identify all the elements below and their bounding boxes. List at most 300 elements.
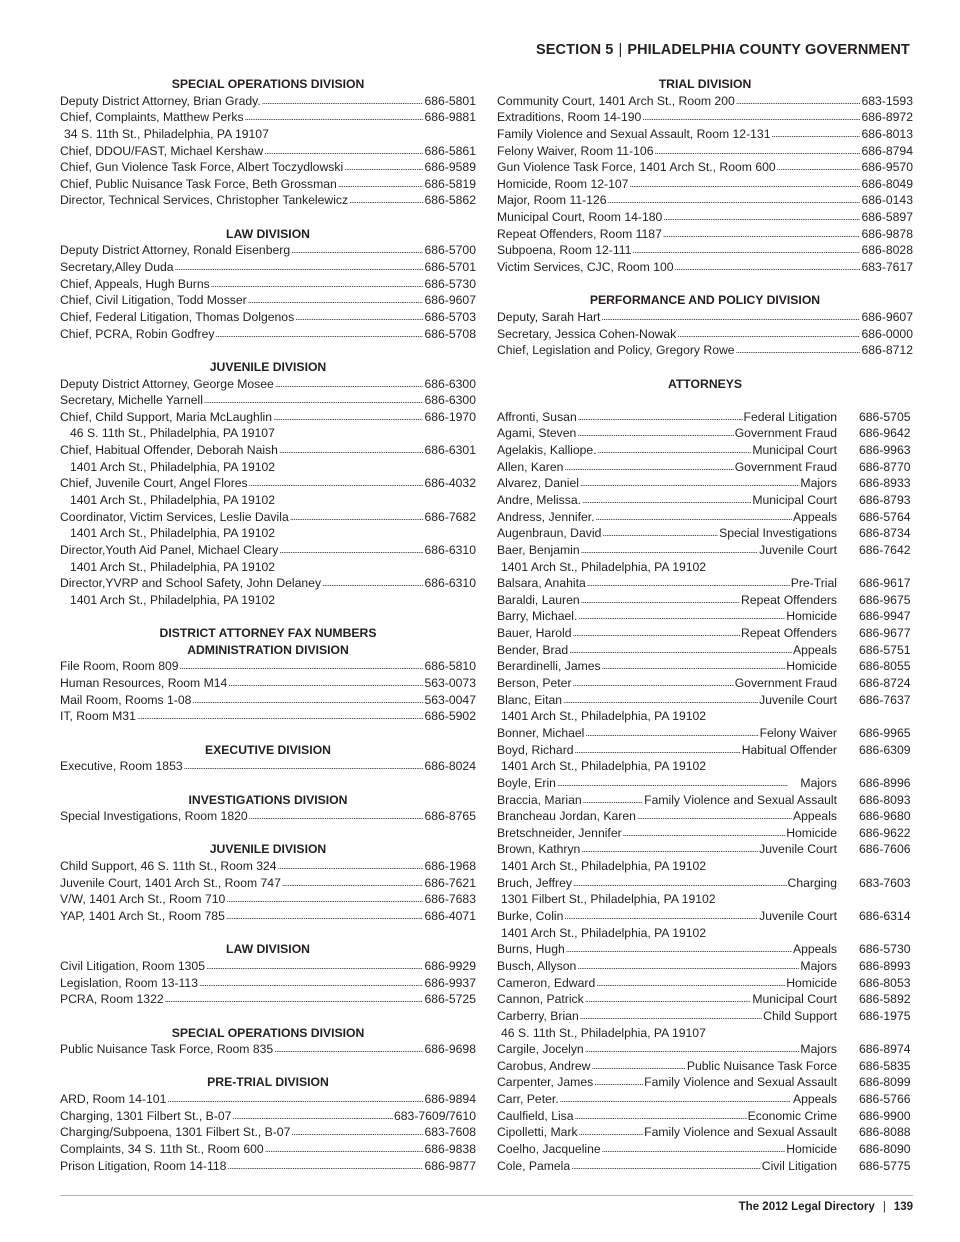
leader-dots bbox=[579, 1124, 644, 1141]
leader-dots bbox=[585, 725, 758, 742]
entry-label: File Room, Room 809 bbox=[60, 659, 179, 674]
section-title: LAW DIVISION bbox=[226, 942, 310, 957]
leader-dots bbox=[278, 858, 424, 875]
attorney-row bbox=[497, 875, 913, 892]
attorney-row bbox=[497, 509, 913, 526]
attorney-name-unit bbox=[497, 808, 837, 825]
section-title: TRIAL DIVISION bbox=[658, 77, 752, 91]
attorney-unit: Civil Litigation bbox=[761, 1158, 837, 1173]
entry-label: Extraditions, Room 14-190 bbox=[497, 110, 642, 125]
publication-title: The 2012 Legal Directory bbox=[738, 1201, 875, 1213]
attorney-unit: Child Support bbox=[763, 1008, 837, 1023]
leader-dots bbox=[573, 875, 787, 892]
attorney-name: Brancheau Jordan, Karen bbox=[497, 809, 636, 824]
directory-section bbox=[60, 226, 476, 342]
right-column bbox=[497, 76, 913, 1191]
entry-phone: 686-9607 bbox=[424, 293, 476, 308]
leader-dots bbox=[215, 326, 423, 343]
entry-label: Secretary, Michelle Yarnell bbox=[60, 393, 203, 408]
entry-phone: 686-9929 bbox=[424, 958, 476, 973]
leader-dots bbox=[587, 575, 790, 592]
attorney-name: Andress, Jennifer. bbox=[497, 509, 595, 524]
section-title: ATTORNEYS bbox=[667, 376, 743, 391]
leader-dots bbox=[575, 1108, 747, 1125]
leader-dots bbox=[563, 692, 758, 709]
entry-label: Chief, Gun Violence Task Force, Albert Toczydlowski bbox=[60, 160, 344, 175]
leader-dots bbox=[654, 143, 860, 160]
attorney-name: Coelho, Jacqueline bbox=[497, 1141, 601, 1156]
entry-label: Homicide, Room 12-107 bbox=[497, 176, 629, 191]
entry-label: Complaints, 34 S. 11th St., Room 600 bbox=[60, 1141, 264, 1156]
entry-phone: 686-5819 bbox=[424, 176, 476, 191]
leader-dots bbox=[602, 1141, 786, 1158]
attorney-name: Agelakis, Kalliope. bbox=[497, 443, 597, 458]
leader-dots bbox=[580, 1008, 762, 1025]
leader-dots bbox=[608, 192, 861, 209]
attorney-name-unit bbox=[497, 1058, 837, 1075]
footer-rule bbox=[60, 1195, 913, 1196]
directory-section bbox=[60, 1074, 476, 1174]
directory-entry bbox=[497, 176, 913, 193]
attorney-row bbox=[497, 692, 913, 709]
leader-dots bbox=[585, 1041, 800, 1058]
entry-phone: 686-6310 bbox=[424, 542, 476, 557]
attorney-row bbox=[497, 575, 913, 592]
attorney-name: Cole, Pamela bbox=[497, 1158, 571, 1173]
leader-dots bbox=[566, 941, 792, 958]
attorney-row bbox=[497, 1091, 913, 1108]
leader-dots bbox=[137, 708, 424, 725]
directory-entry bbox=[60, 658, 476, 675]
attorney-name-unit bbox=[497, 608, 837, 625]
entry-phone: 686-1968 bbox=[424, 859, 476, 874]
directory-entry bbox=[497, 192, 913, 209]
leader-dots bbox=[557, 775, 799, 792]
attorney-name-unit bbox=[497, 1041, 837, 1058]
entry-label: YAP, 1401 Arch St., Room 785 bbox=[60, 909, 225, 924]
directory-entry bbox=[60, 276, 476, 293]
attorney-phone: 686-9622 bbox=[859, 825, 911, 840]
leader-dots bbox=[642, 109, 860, 126]
attorney-address: 1301 Filbert St., Philadelphia, PA 19102 bbox=[501, 892, 716, 907]
leader-dots bbox=[564, 908, 758, 925]
directory-entry bbox=[60, 692, 476, 709]
entry-label: Chief, Juvenile Court, Angel Flores bbox=[60, 476, 248, 491]
attorney-row bbox=[497, 642, 913, 659]
leader-dots bbox=[349, 192, 423, 209]
directory-entry bbox=[60, 542, 476, 559]
leader-dots bbox=[248, 292, 424, 309]
directory-entry bbox=[60, 1091, 476, 1108]
attorney-name-unit bbox=[497, 509, 837, 526]
entry-label: Deputy District Attorney, Brian Grady. bbox=[60, 93, 261, 108]
entry-label: Chief, Complaints, Matthew Perks bbox=[60, 110, 244, 125]
attorney-name: Barry, Michael. bbox=[497, 609, 578, 624]
attorney-phone: 686-9617 bbox=[859, 576, 911, 591]
attorney-name: Cannon, Patrick bbox=[497, 992, 584, 1007]
leader-dots bbox=[777, 159, 861, 176]
leader-dots bbox=[211, 276, 424, 293]
entry-address: 1401 Arch St., Philadelphia, PA 19102 bbox=[70, 559, 276, 574]
directory-entry bbox=[60, 1158, 476, 1175]
entry-label: Chief, Public Nuisance Task Force, Beth Grossman bbox=[60, 176, 337, 191]
attorney-unit: Municipal Court bbox=[752, 493, 837, 507]
entry-phone: 686-6301 bbox=[424, 443, 476, 458]
leader-dots bbox=[736, 93, 861, 110]
attorney-name: Blanc, Eitan bbox=[497, 692, 563, 707]
directory-entry bbox=[60, 93, 476, 110]
directory-entry bbox=[60, 708, 476, 725]
leader-dots bbox=[663, 209, 860, 226]
attorney-address: 1401 Arch St., Philadelphia, PA 19102 bbox=[501, 925, 707, 940]
attorney-name-unit bbox=[497, 409, 837, 426]
attorney-name-unit bbox=[497, 775, 837, 792]
attorney-phone: 686-9680 bbox=[859, 809, 911, 824]
directory-entry bbox=[60, 958, 476, 975]
attorney-name-unit bbox=[497, 475, 837, 492]
entry-label: Subpoena, Room 12-111 bbox=[497, 243, 632, 258]
entry-label: Municipal Court, Room 14-180 bbox=[497, 210, 663, 225]
attorney-row bbox=[497, 542, 913, 559]
attorney-row bbox=[497, 1074, 913, 1091]
attorney-name-unit bbox=[497, 941, 837, 958]
directory-entry bbox=[497, 309, 913, 326]
leader-dots bbox=[569, 642, 792, 659]
leader-dots bbox=[274, 1041, 423, 1058]
leader-dots bbox=[245, 109, 424, 126]
leader-dots bbox=[577, 425, 733, 442]
attorney-row bbox=[497, 409, 913, 426]
attorney-unit: Juvenile Court bbox=[759, 909, 837, 924]
attorney-unit: Felony Waiver bbox=[759, 725, 837, 740]
attorney-row bbox=[497, 1124, 913, 1141]
leader-dots bbox=[226, 908, 424, 925]
section-title: JUVENILE DIVISION bbox=[209, 359, 327, 374]
entry-phone: 686-7682 bbox=[424, 509, 476, 524]
attorney-row bbox=[497, 975, 913, 992]
entry-label: Mail Room, Rooms 1-08 bbox=[60, 692, 192, 707]
entry-label: Secretary, Jessica Cohen-Nowak bbox=[497, 326, 677, 341]
attorney-name-unit bbox=[497, 459, 837, 476]
attorney-unit: Homicide bbox=[786, 1141, 837, 1156]
entry-phone: 683-1593 bbox=[861, 93, 913, 108]
attorney-phone: 686-5892 bbox=[859, 992, 911, 1007]
directory-entry bbox=[60, 192, 476, 209]
attorney-name-unit bbox=[497, 1074, 837, 1091]
directory-entry bbox=[60, 1108, 476, 1125]
entry-phone: 686-6310 bbox=[424, 576, 476, 591]
entry-phone: 686-9878 bbox=[861, 226, 913, 241]
leader-dots bbox=[273, 409, 423, 426]
attorney-address: 46 S. 11th St., Philadelphia, PA 19107 bbox=[501, 1025, 706, 1040]
directory-entry bbox=[497, 126, 913, 143]
attorney-name-unit bbox=[497, 908, 837, 925]
entry-label: Public Nuisance Task Force, Room 835 bbox=[60, 1042, 274, 1057]
entry-label: Felony Waiver, Room 11-106 bbox=[497, 143, 654, 158]
leader-dots bbox=[578, 409, 743, 426]
leader-dots bbox=[594, 1074, 643, 1091]
leader-dots bbox=[344, 159, 423, 176]
leader-dots bbox=[227, 1158, 423, 1175]
attorney-unit: Government Fraud bbox=[734, 676, 837, 691]
attorney-phone: 686-8996 bbox=[859, 775, 911, 790]
attorney-name-unit bbox=[497, 1008, 837, 1025]
attorney-row bbox=[497, 625, 913, 642]
section-title: PHILADELPHIA COUNTY GOVERNMENT bbox=[627, 42, 910, 58]
entry-label: Secretary,Alley Duda bbox=[60, 260, 174, 275]
attorney-phone: 686-5764 bbox=[859, 509, 911, 524]
entry-label: Director,Youth Aid Panel, Michael Cleary bbox=[60, 542, 279, 557]
directory-entry bbox=[60, 326, 476, 343]
attorney-phone: 686-8088 bbox=[859, 1125, 911, 1140]
leader-dots bbox=[175, 259, 424, 276]
leader-dots bbox=[583, 792, 643, 809]
attorney-phone: 686-5705 bbox=[859, 409, 911, 424]
leader-dots bbox=[226, 891, 423, 908]
attorney-name: Bonner, Michael bbox=[497, 725, 585, 740]
attorney-row bbox=[497, 1108, 913, 1125]
attorney-name-unit bbox=[497, 425, 837, 442]
entry-phone: 686-5701 bbox=[424, 260, 476, 275]
attorney-row bbox=[497, 792, 913, 809]
directory-section bbox=[60, 742, 476, 775]
attorney-phone: 686-7642 bbox=[859, 542, 911, 557]
attorney-name: Affronti, Susan bbox=[497, 409, 577, 424]
attorney-phone: 686-8770 bbox=[859, 459, 911, 474]
attorney-row bbox=[497, 1141, 913, 1158]
leader-dots bbox=[275, 376, 424, 393]
attorney-phone: 686-7637 bbox=[859, 692, 911, 707]
entry-phone: 686-5897 bbox=[861, 210, 913, 225]
attorney-name-unit bbox=[497, 492, 837, 509]
entry-label: Gun Violence Task Force, 1401 Arch St., Room 600 bbox=[497, 160, 776, 175]
directory-entry bbox=[60, 575, 476, 592]
directory-entry bbox=[60, 242, 476, 259]
attorney-phone: 686-8724 bbox=[859, 676, 911, 691]
leader-dots bbox=[199, 975, 424, 992]
attorney-name-unit bbox=[497, 1108, 837, 1125]
leader-dots bbox=[180, 658, 424, 675]
attorney-name: Carobus, Andrew bbox=[497, 1058, 591, 1073]
attorney-phone: 686-6314 bbox=[859, 909, 911, 924]
attorney-name: Agami, Steven bbox=[497, 426, 577, 441]
attorney-name: Carpenter, James bbox=[497, 1075, 594, 1090]
entry-label: Repeat Offenders, Room 1187 bbox=[497, 226, 662, 241]
leader-dots bbox=[629, 176, 860, 193]
directory-entry bbox=[497, 226, 913, 243]
leader-dots bbox=[581, 592, 740, 609]
directory-entry bbox=[60, 292, 476, 309]
directory-entry bbox=[60, 159, 476, 176]
leader-dots bbox=[677, 326, 860, 343]
attorney-row bbox=[497, 808, 913, 825]
entry-label: Chief, Child Support, Maria McLaughlin bbox=[60, 409, 273, 424]
leader-dots bbox=[564, 459, 733, 476]
attorney-unit: Municipal Court bbox=[752, 443, 837, 458]
attorney-name-unit bbox=[497, 725, 837, 742]
attorney-name: Allen, Karen bbox=[497, 459, 564, 474]
leader-dots bbox=[601, 309, 860, 326]
attorney-name-unit bbox=[497, 675, 837, 692]
attorney-name-unit bbox=[497, 525, 837, 542]
left-column bbox=[60, 76, 476, 1191]
entry-phone: 686-5801 bbox=[424, 93, 476, 108]
attorney-name: Cipolletti, Mark bbox=[497, 1125, 578, 1140]
attorney-name: Baer, Benjamin bbox=[497, 542, 580, 557]
attorney-row bbox=[497, 492, 913, 509]
entry-phone: 686-9838 bbox=[424, 1141, 476, 1156]
leader-dots bbox=[560, 1091, 792, 1108]
leader-dots bbox=[581, 841, 758, 858]
directory-entry bbox=[60, 442, 476, 459]
attorney-unit: Appeals bbox=[792, 809, 837, 824]
attorney-row bbox=[497, 725, 913, 742]
attorney-name: Bender, Brad bbox=[497, 642, 569, 657]
leader-dots bbox=[573, 625, 740, 642]
section-title: DISTRICT ATTORNEY FAX NUMBERS bbox=[159, 626, 377, 641]
leader-dots bbox=[602, 658, 786, 675]
leader-dots bbox=[291, 1124, 423, 1141]
leader-dots bbox=[577, 958, 799, 975]
attorney-row bbox=[497, 475, 913, 492]
leader-dots bbox=[637, 808, 792, 825]
attorney-row bbox=[497, 525, 913, 542]
attorney-phone: 686-7606 bbox=[859, 842, 911, 857]
directory-entry bbox=[60, 143, 476, 160]
attorney-unit: Appeals bbox=[792, 942, 837, 957]
entry-label: Chief, Appeals, Hugh Burns bbox=[60, 276, 210, 291]
attorney-phone: 686-8090 bbox=[859, 1141, 911, 1156]
section-title: PRE-TRIAL DIVISION bbox=[207, 1075, 329, 1090]
attorney-unit: Family Violence and Sexual Assault bbox=[644, 1125, 837, 1140]
attorney-phone: 686-9642 bbox=[859, 426, 911, 441]
attorney-unit: Repeat Offenders bbox=[741, 592, 837, 607]
attorney-name: Busch, Allyson bbox=[497, 958, 577, 973]
section-title: INVESTIGATIONS DIVISION bbox=[188, 792, 348, 807]
leader-dots bbox=[206, 958, 424, 975]
directory-entry bbox=[497, 143, 913, 160]
leader-dots bbox=[578, 608, 785, 625]
directory-entry bbox=[497, 259, 913, 276]
entry-label: Deputy District Attorney, George Mosee bbox=[60, 376, 274, 391]
attorney-unit: Habitual Offender bbox=[741, 742, 837, 757]
attorney-row bbox=[497, 459, 913, 476]
entry-address: 1401 Arch St., Philadelphia, PA 19102 bbox=[70, 493, 276, 508]
attorney-row bbox=[497, 1008, 913, 1025]
attorney-phone: 686-5835 bbox=[859, 1058, 911, 1073]
attorney-row bbox=[497, 675, 913, 692]
entry-phone: 686-8765 bbox=[424, 809, 476, 824]
attorney-row bbox=[497, 841, 913, 858]
entry-label: Chief, PCRA, Robin Godfrey bbox=[60, 326, 215, 341]
leader-dots bbox=[663, 226, 861, 243]
entry-phone: 686-8794 bbox=[861, 143, 913, 158]
entry-phone: 686-9937 bbox=[424, 975, 476, 990]
directory-section bbox=[60, 792, 476, 825]
entry-label: Deputy District Attorney, Ronald Eisenberg bbox=[60, 243, 291, 258]
entry-label: Deputy, Sarah Hart bbox=[497, 309, 601, 324]
entry-label: Coordinator, Victim Services, Leslie Davila bbox=[60, 509, 289, 524]
directory-entry bbox=[60, 1124, 476, 1141]
entry-phone: 686-9570 bbox=[861, 160, 913, 175]
attorney-unit: Juvenile Court bbox=[759, 542, 837, 557]
attorney-row bbox=[497, 658, 913, 675]
entry-label: Child Support, 46 S. 11th St., Room 324 bbox=[60, 859, 277, 874]
directory-section bbox=[60, 625, 476, 725]
directory-entry bbox=[60, 808, 476, 825]
directory-entry bbox=[497, 93, 913, 110]
entry-phone: 686-6300 bbox=[424, 393, 476, 408]
attorney-phone: 686-9675 bbox=[859, 592, 911, 607]
leader-dots bbox=[771, 126, 860, 143]
directory-entry bbox=[60, 409, 476, 426]
page-header bbox=[536, 42, 910, 64]
directory-entry bbox=[60, 908, 476, 925]
attorney-phone: 686-8974 bbox=[859, 1042, 911, 1057]
section-label: SECTION 5 bbox=[536, 42, 614, 58]
entry-phone: 686-9881 bbox=[424, 110, 476, 125]
attorney-phone: 683-7603 bbox=[859, 875, 911, 890]
entry-label: ARD, Room 14-101 bbox=[60, 1092, 167, 1107]
attorney-unit: Majors bbox=[800, 775, 837, 790]
entry-address: 34 S. 11th St., Philadelphia, PA 19107 bbox=[64, 126, 269, 141]
attorney-row bbox=[497, 991, 913, 1008]
attorney-name-unit bbox=[497, 592, 837, 609]
directory-entry bbox=[497, 159, 913, 176]
leader-dots bbox=[192, 692, 423, 709]
section-title: SPECIAL OPERATIONS DIVISION bbox=[171, 77, 365, 91]
attorney-unit: Pre-Trial bbox=[790, 576, 837, 591]
directory-entry bbox=[60, 875, 476, 892]
attorney-name-unit bbox=[497, 792, 837, 809]
leader-dots bbox=[279, 542, 423, 559]
section-title: SPECIAL OPERATIONS DIVISION bbox=[171, 1025, 365, 1040]
attorney-name-unit bbox=[497, 1141, 837, 1158]
attorney-name: Braccia, Marian bbox=[497, 792, 582, 807]
entry-label: Director, Technical Services, Christopher Tankelewicz bbox=[60, 193, 349, 208]
attorney-row bbox=[497, 742, 913, 759]
attorney-unit: Homicide bbox=[786, 825, 837, 840]
entry-label: Charging/Subpoena, 1301 Filbert St., B-07 bbox=[60, 1125, 291, 1140]
attorney-name: Burke, Colin bbox=[497, 909, 564, 924]
directory-section bbox=[497, 76, 913, 276]
entry-phone: 686-8049 bbox=[861, 176, 913, 191]
entry-label: Chief, Legislation and Policy, Gregory Rowe bbox=[497, 343, 735, 358]
attorney-phone: 686-8055 bbox=[859, 659, 911, 674]
entry-label: Chief, Civil Litigation, Todd Mosser bbox=[60, 293, 247, 308]
attorney-name: Berson, Peter bbox=[497, 676, 572, 691]
entry-phone: 686-7683 bbox=[424, 892, 476, 907]
entry-label: Community Court, 1401 Arch St., Room 200 bbox=[497, 93, 735, 108]
footer-divider: | bbox=[882, 1201, 886, 1213]
leader-dots bbox=[585, 991, 752, 1008]
attorney-name-unit bbox=[497, 1091, 837, 1108]
entry-phone: 686-5708 bbox=[424, 326, 476, 341]
entry-label: Juvenile Court, 1401 Arch St., Room 747 bbox=[60, 875, 281, 890]
entry-phone: 686-5725 bbox=[424, 992, 476, 1007]
leader-dots bbox=[582, 492, 751, 509]
attorney-phone: 686-8053 bbox=[859, 975, 911, 990]
entry-phone: 686-8013 bbox=[861, 126, 913, 141]
attorney-address: 1401 Arch St., Philadelphia, PA 19102 bbox=[501, 709, 707, 724]
leader-dots bbox=[232, 1108, 393, 1125]
directory-entry bbox=[60, 1141, 476, 1158]
entry-label: Director,YVRP and School Safety, John Delaney bbox=[60, 576, 322, 591]
entry-address: 46 S. 11th St., Philadelphia, PA 19107 bbox=[70, 426, 275, 441]
leader-dots bbox=[295, 309, 423, 326]
entry-phone: 686-4071 bbox=[424, 909, 476, 924]
directory-section bbox=[60, 941, 476, 1008]
